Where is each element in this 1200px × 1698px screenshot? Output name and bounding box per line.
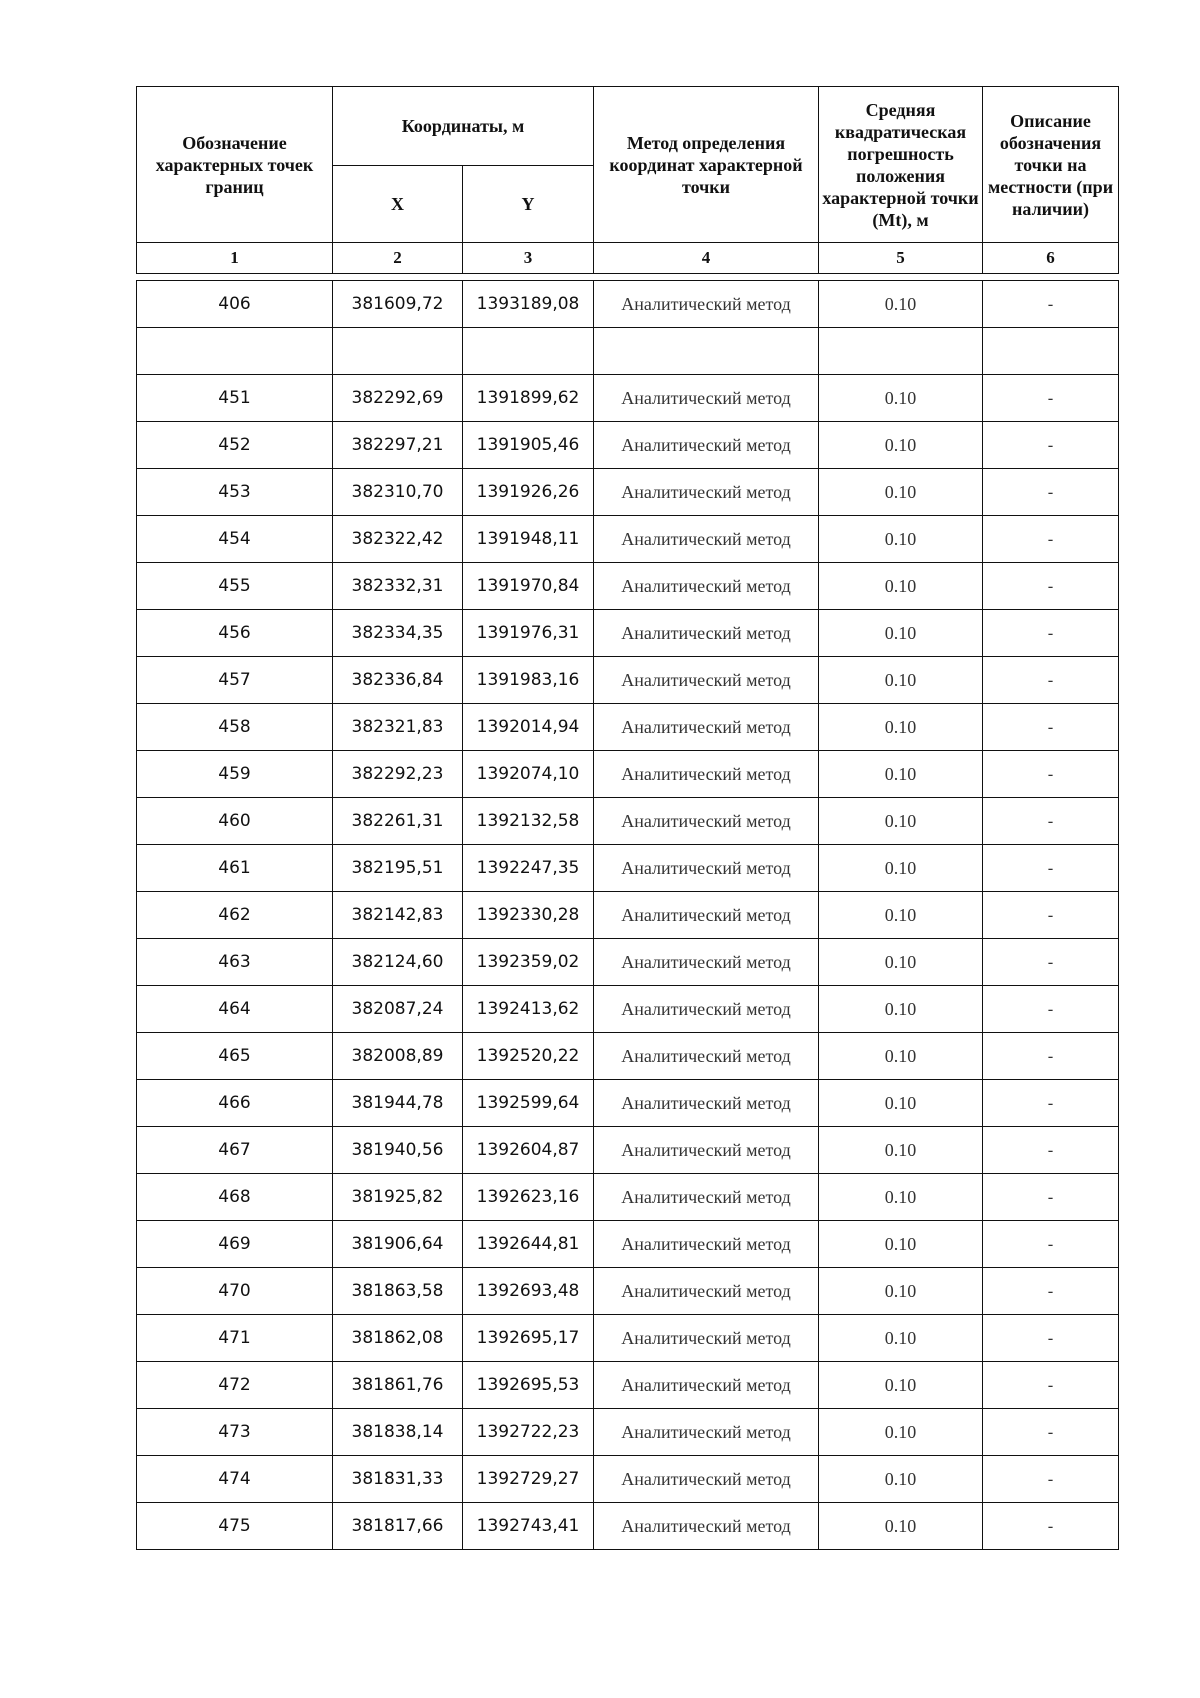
table-row xyxy=(137,845,1119,892)
table-row xyxy=(137,751,1119,798)
cell-accuracy: 0.10 xyxy=(819,845,983,892)
cell-x-coordinate: 381925,82 xyxy=(333,1174,463,1221)
cell-y-coordinate: 1392623,16 xyxy=(463,1174,594,1221)
table-row xyxy=(137,892,1119,939)
cell-description: - xyxy=(983,422,1119,469)
cell-x-coordinate: 382142,83 xyxy=(333,892,463,939)
cell-accuracy: 0.10 xyxy=(819,281,983,328)
cell-description: - xyxy=(983,751,1119,798)
cell-y-coordinate: 1392599,64 xyxy=(463,1080,594,1127)
cell-method: Аналитический метод xyxy=(594,939,819,986)
cell-point-id: 455 xyxy=(137,563,333,610)
cell-x-coordinate: 382310,70 xyxy=(333,469,463,516)
table-row xyxy=(137,1127,1119,1174)
table-row xyxy=(137,516,1119,563)
table-row xyxy=(137,1080,1119,1127)
cell-point-id: 464 xyxy=(137,986,333,1033)
cell-method: Аналитический метод xyxy=(594,1456,819,1503)
table-row xyxy=(137,469,1119,516)
cell-y-coordinate: 1391905,46 xyxy=(463,422,594,469)
header-method: Метод определения координат характерной точки xyxy=(594,87,819,243)
cell-description: - xyxy=(983,281,1119,328)
cell-accuracy: 0.10 xyxy=(819,1503,983,1550)
cell-method: Аналитический метод xyxy=(594,1080,819,1127)
cell-method: Аналитический метод xyxy=(594,751,819,798)
table-row xyxy=(137,1456,1119,1503)
cell-description: - xyxy=(983,1362,1119,1409)
cell-method: Аналитический метод xyxy=(594,986,819,1033)
cell-point-id: 472 xyxy=(137,1362,333,1409)
column-number: 3 xyxy=(463,243,594,274)
cell-x-coordinate: 382124,60 xyxy=(333,939,463,986)
cell-y-coordinate: 1392359,02 xyxy=(463,939,594,986)
cell-description: - xyxy=(983,375,1119,422)
header-y: Y xyxy=(463,166,594,243)
cell-accuracy: 0.10 xyxy=(819,422,983,469)
table-row xyxy=(137,1409,1119,1456)
cell-x-coordinate: 382332,31 xyxy=(333,563,463,610)
cell-point-id: 456 xyxy=(137,610,333,657)
cell-method: Аналитический метод xyxy=(594,422,819,469)
cell-point-id: 452 xyxy=(137,422,333,469)
cell-x-coordinate: 382336,84 xyxy=(333,657,463,704)
column-number: 2 xyxy=(333,243,463,274)
cell-method: Аналитический метод xyxy=(594,375,819,422)
cell-x-coordinate: 381838,14 xyxy=(333,1409,463,1456)
cell-accuracy: 0.10 xyxy=(819,1456,983,1503)
cell-x-coordinate: 382292,23 xyxy=(333,751,463,798)
cell-y-coordinate: 1392604,87 xyxy=(463,1127,594,1174)
cell-method: Аналитический метод xyxy=(594,610,819,657)
cell-y-coordinate: 1392722,23 xyxy=(463,1409,594,1456)
cell-y-coordinate: 1392729,27 xyxy=(463,1456,594,1503)
table-row xyxy=(137,939,1119,986)
cell-method: Аналитический метод xyxy=(594,281,819,328)
cell-y-coordinate: 1392743,41 xyxy=(463,1503,594,1550)
header-coordinates: Координаты, м xyxy=(333,87,594,166)
cell-method: Аналитический метод xyxy=(594,1033,819,1080)
column-number: 5 xyxy=(819,243,983,274)
cell-x-coordinate: 382297,21 xyxy=(333,422,463,469)
cell-point-id: 461 xyxy=(137,845,333,892)
cell-method: Аналитический метод xyxy=(594,563,819,610)
cell-x-coordinate: 381863,58 xyxy=(333,1268,463,1315)
table-row xyxy=(137,657,1119,704)
cell-point-id: 473 xyxy=(137,1409,333,1456)
cell-accuracy: 0.10 xyxy=(819,469,983,516)
table-row xyxy=(137,986,1119,1033)
cell-y-coordinate: 1393189,08 xyxy=(463,281,594,328)
cell-x-coordinate: 381940,56 xyxy=(333,1127,463,1174)
cell-method: Аналитический метод xyxy=(594,469,819,516)
cell-description: - xyxy=(983,1456,1119,1503)
cell-point-id: 454 xyxy=(137,516,333,563)
cell-y-coordinate: 1392014,94 xyxy=(463,704,594,751)
cell-description: - xyxy=(983,845,1119,892)
cell-accuracy: 0.10 xyxy=(819,1174,983,1221)
header-x: X xyxy=(333,166,463,243)
cell-description: - xyxy=(983,1268,1119,1315)
cell-x-coordinate: 382195,51 xyxy=(333,845,463,892)
cell-description: - xyxy=(983,939,1119,986)
cell-point-id: 465 xyxy=(137,1033,333,1080)
cell-accuracy: 0.10 xyxy=(819,657,983,704)
cell-point-id: 471 xyxy=(137,1315,333,1362)
cell-method: Аналитический метод xyxy=(594,798,819,845)
table-row xyxy=(137,563,1119,610)
cell-y-coordinate: 1391970,84 xyxy=(463,563,594,610)
cell-description: - xyxy=(983,704,1119,751)
cell-y-coordinate: 1392330,28 xyxy=(463,892,594,939)
cell-method: Аналитический метод xyxy=(594,1409,819,1456)
cell-method: Аналитический метод xyxy=(594,892,819,939)
cell-y-coordinate: 1392247,35 xyxy=(463,845,594,892)
cell-y-coordinate: 1392132,58 xyxy=(463,798,594,845)
cell-description: - xyxy=(983,469,1119,516)
cell-x-coordinate: 381906,64 xyxy=(333,1221,463,1268)
cell-point-id: 451 xyxy=(137,375,333,422)
cell-accuracy: 0.10 xyxy=(819,1409,983,1456)
cell-description: - xyxy=(983,892,1119,939)
table-row xyxy=(137,798,1119,845)
header-accuracy: Средняя квадратическая погрешность положения характерной точки (Mt), м xyxy=(819,87,983,243)
cell-y-coordinate: 1392520,22 xyxy=(463,1033,594,1080)
cell-accuracy: 0.10 xyxy=(819,751,983,798)
cell-accuracy: 0.10 xyxy=(819,610,983,657)
table-row xyxy=(137,1174,1119,1221)
cell-description: - xyxy=(983,1221,1119,1268)
cell-description: - xyxy=(983,1033,1119,1080)
cell-point-id: 475 xyxy=(137,1503,333,1550)
table-row xyxy=(137,1221,1119,1268)
column-number: 4 xyxy=(594,243,819,274)
cell-accuracy: 0.10 xyxy=(819,1033,983,1080)
cell-point-id: 474 xyxy=(137,1456,333,1503)
cell-point-id: 467 xyxy=(137,1127,333,1174)
cell-accuracy: 0.10 xyxy=(819,516,983,563)
cell-accuracy: 0.10 xyxy=(819,892,983,939)
cell-x-coordinate: 381817,66 xyxy=(333,1503,463,1550)
cell-description xyxy=(983,328,1119,375)
cell-point-id: 470 xyxy=(137,1268,333,1315)
cell-description: - xyxy=(983,1503,1119,1550)
cell-method: Аналитический метод xyxy=(594,1503,819,1550)
cell-description: - xyxy=(983,1080,1119,1127)
cell-point-id: 458 xyxy=(137,704,333,751)
cell-y-coordinate xyxy=(463,328,594,375)
cell-point-id: 466 xyxy=(137,1080,333,1127)
cell-x-coordinate: 381944,78 xyxy=(333,1080,463,1127)
cell-accuracy: 0.10 xyxy=(819,939,983,986)
cell-method xyxy=(594,328,819,375)
boundary-points-table xyxy=(136,86,1119,1550)
cell-x-coordinate: 381609,72 xyxy=(333,281,463,328)
cell-method: Аналитический метод xyxy=(594,1174,819,1221)
column-number: 6 xyxy=(983,243,1119,274)
cell-point-id: 460 xyxy=(137,798,333,845)
table-row xyxy=(137,1362,1119,1409)
cell-x-coordinate: 382261,31 xyxy=(333,798,463,845)
cell-description: - xyxy=(983,1174,1119,1221)
cell-description: - xyxy=(983,657,1119,704)
cell-accuracy: 0.10 xyxy=(819,1127,983,1174)
cell-x-coordinate: 381861,76 xyxy=(333,1362,463,1409)
cell-accuracy: 0.10 xyxy=(819,1080,983,1127)
cell-accuracy: 0.10 xyxy=(819,704,983,751)
cell-y-coordinate: 1392695,17 xyxy=(463,1315,594,1362)
cell-x-coordinate xyxy=(333,328,463,375)
cell-method: Аналитический метод xyxy=(594,1268,819,1315)
cell-x-coordinate: 382334,35 xyxy=(333,610,463,657)
cell-x-coordinate: 382292,69 xyxy=(333,375,463,422)
cell-method: Аналитический метод xyxy=(594,704,819,751)
cell-accuracy: 0.10 xyxy=(819,375,983,422)
cell-y-coordinate: 1392695,53 xyxy=(463,1362,594,1409)
cell-point-id: 463 xyxy=(137,939,333,986)
table-row xyxy=(137,1033,1119,1080)
cell-accuracy: 0.10 xyxy=(819,1268,983,1315)
cell-x-coordinate: 382321,83 xyxy=(333,704,463,751)
cell-description: - xyxy=(983,563,1119,610)
cell-accuracy: 0.10 xyxy=(819,986,983,1033)
cell-y-coordinate: 1392693,48 xyxy=(463,1268,594,1315)
cell-x-coordinate: 381831,33 xyxy=(333,1456,463,1503)
cell-x-coordinate: 381862,08 xyxy=(333,1315,463,1362)
header-separator xyxy=(137,274,1119,281)
cell-accuracy: 0.10 xyxy=(819,798,983,845)
cell-description: - xyxy=(983,1409,1119,1456)
cell-point-id: 469 xyxy=(137,1221,333,1268)
coordinates-document xyxy=(136,86,1118,1550)
table-row xyxy=(137,1503,1119,1550)
cell-method: Аналитический метод xyxy=(594,1127,819,1174)
cell-method: Аналитический метод xyxy=(594,1362,819,1409)
header-point-designation: Обозначение характерных точек границ xyxy=(137,87,333,243)
table-row xyxy=(137,1268,1119,1315)
cell-point-id: 406 xyxy=(137,281,333,328)
cell-point-id: 453 xyxy=(137,469,333,516)
cell-accuracy: 0.10 xyxy=(819,1362,983,1409)
cell-y-coordinate: 1391983,16 xyxy=(463,657,594,704)
header-description: Описание обозначения точки на местности (при наличии) xyxy=(983,87,1119,243)
table-row xyxy=(137,375,1119,422)
cell-accuracy xyxy=(819,328,983,375)
cell-y-coordinate: 1391976,31 xyxy=(463,610,594,657)
cell-description: - xyxy=(983,610,1119,657)
cell-x-coordinate: 382008,89 xyxy=(333,1033,463,1080)
cell-point-id: 462 xyxy=(137,892,333,939)
cell-method: Аналитический метод xyxy=(594,516,819,563)
cell-point-id: 457 xyxy=(137,657,333,704)
cell-method: Аналитический метод xyxy=(594,1221,819,1268)
table-row xyxy=(137,281,1119,328)
cell-y-coordinate: 1391948,11 xyxy=(463,516,594,563)
cell-y-coordinate: 1392074,10 xyxy=(463,751,594,798)
cell-method: Аналитический метод xyxy=(594,845,819,892)
cell-x-coordinate: 382322,42 xyxy=(333,516,463,563)
column-number: 1 xyxy=(137,243,333,274)
cell-description: - xyxy=(983,1315,1119,1362)
table-row xyxy=(137,422,1119,469)
cell-y-coordinate: 1391899,62 xyxy=(463,375,594,422)
table-row xyxy=(137,1315,1119,1362)
cell-y-coordinate: 1391926,26 xyxy=(463,469,594,516)
cell-description: - xyxy=(983,798,1119,845)
table-row xyxy=(137,704,1119,751)
cell-method: Аналитический метод xyxy=(594,657,819,704)
cell-description: - xyxy=(983,986,1119,1033)
cell-y-coordinate: 1392644,81 xyxy=(463,1221,594,1268)
cell-point-id xyxy=(137,328,333,375)
table-body xyxy=(137,274,1119,1550)
cell-accuracy: 0.10 xyxy=(819,1221,983,1268)
table-header xyxy=(137,87,1119,274)
cell-point-id: 468 xyxy=(137,1174,333,1221)
cell-point-id: 459 xyxy=(137,751,333,798)
cell-description: - xyxy=(983,1127,1119,1174)
cell-x-coordinate: 382087,24 xyxy=(333,986,463,1033)
cell-accuracy: 0.10 xyxy=(819,563,983,610)
cell-method: Аналитический метод xyxy=(594,1315,819,1362)
cell-description: - xyxy=(983,516,1119,563)
table-row xyxy=(137,328,1119,375)
table-row xyxy=(137,610,1119,657)
cell-y-coordinate: 1392413,62 xyxy=(463,986,594,1033)
cell-accuracy: 0.10 xyxy=(819,1315,983,1362)
